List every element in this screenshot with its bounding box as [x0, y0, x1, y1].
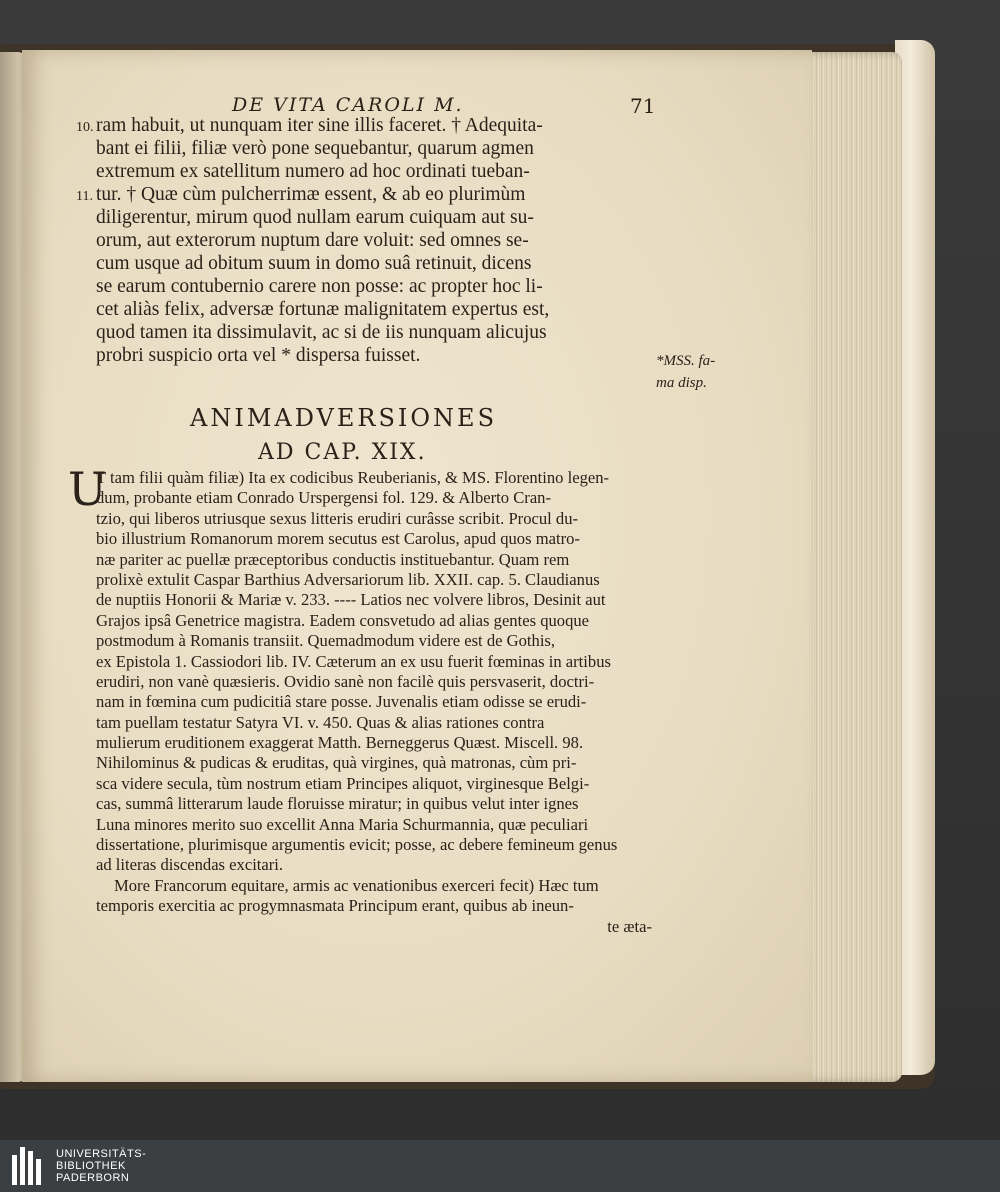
text-line [76, 229, 654, 252]
note-line: dissertatione, plurimisque argumentis evicit; posse, ac debere femineum genus [96, 835, 618, 855]
note-line: Luna minores merito suo excellit Anna Maria Schurmannia, quæ peculiari [96, 814, 589, 834]
text-line [76, 344, 654, 367]
note-line: postmodum à Romanis transiit. Quemadmodum videre est de Gothis, [96, 631, 556, 651]
line-number: 10. [76, 120, 94, 135]
note-line: Grajos ipsâ Genetrice magistra. Eadem consvetudo ad alias gentes quoque [96, 610, 590, 630]
section-heading: ANIMADVERSIONES [190, 404, 498, 432]
text-line [76, 183, 654, 206]
main-text [76, 114, 654, 367]
note-line: ad literas discendas excitari. [96, 855, 284, 875]
note-line: tzio, qui liberos utriusque sexus litteris erudiri curâsse scribit. Procul du- [96, 508, 579, 528]
note-line: temporis exercitia ac progymnasmata Principum erant, quibus ab ineun- [96, 896, 574, 916]
line-number: 11. [76, 189, 93, 204]
library-logo[interactable] [12, 1147, 146, 1185]
section-subheading: AD CAP. XIX. [258, 440, 427, 465]
footer-bar [0, 1140, 1000, 1192]
logo-line: PADERBORN [56, 1172, 130, 1184]
logo-line: BIBLIOTHEK [56, 1160, 126, 1172]
note-line: dum, probante etiam Conrado Urspergensi fol. 129. & Alberto Cran- [96, 488, 552, 508]
text-line [76, 252, 654, 275]
note-line: T tam filii quàm filiæ) Ita ex codicibus Reuberianis, & MS. Florentino legen- [96, 468, 610, 487]
note-line: prolixè extulit Caspar Barthius Adversariorum lib. XXII. cap. 5. Claudianus [96, 569, 600, 589]
page-edges [800, 52, 902, 1082]
text-line [76, 321, 654, 344]
page-number: 71 [630, 94, 656, 118]
line-text: probri suspicio orta vel * dispersa fuisset. [96, 345, 421, 366]
margin-note [656, 350, 736, 394]
line-text: se earum contubernio carere non posse: ac propter hoc li- [96, 276, 543, 297]
note-line: de nuptiis Honorii & Mariæ v. 233. ---- Latios nec volvere libros, Desinit aut [96, 590, 606, 610]
line-text: extremum ex satellitum numero ad hoc ordinati tueban- [96, 161, 530, 182]
line-text: diligerentur, mirum quod nullam earum cuiquam aut su- [96, 207, 534, 228]
running-head: DE VITA CAROLI M. [232, 94, 464, 116]
text-line [76, 298, 654, 321]
text-line [76, 114, 654, 137]
note-line: erudiri, non vanè quæsieris. Ovidio sanè non facilè quis persvaserit, doctri- [96, 671, 595, 691]
text-line [76, 275, 654, 298]
library-logo-text [56, 1148, 146, 1184]
line-text: bant ei filii, filiæ verò pone sequebantur, quarum agmen [96, 138, 534, 159]
text-line [76, 137, 654, 160]
margin-note-line: *MSS. fa- [656, 353, 716, 369]
note-line: Nihilominus & pudicas & eruditas, quà virgines, quà matronas, cùm pri- [96, 753, 577, 773]
note-line: bio illustrium Romanorum morem secutus est Carolus, apud quos matro- [96, 529, 580, 549]
line-text: tur. † Quæ cùm pulcherrimæ essent, & ab eo plurimùm [96, 184, 526, 205]
text-line [76, 160, 654, 183]
note-line: ex Epistola 1. Cassiodori lib. IV. Cæterum an ex usu fuerit fœminas in artibus [96, 651, 611, 671]
line-text: orum, aut exterorum nuptum dare voluit: sed omnes se- [96, 230, 529, 251]
notes-text [96, 468, 652, 937]
note-line: More Francorum equitare, armis ac venationibus exerceri fecit) Hæc tum [114, 875, 599, 895]
margin-note-line: ma disp. [656, 375, 707, 391]
note-line: cas, summâ litterarum laude floruisse miratur; in quibus velut inter ignes [96, 794, 579, 814]
line-text: quod tamen ita dissimulavit, ac si de iis nunquam alicujus [96, 322, 547, 343]
library-logo-icon [12, 1147, 46, 1185]
note-line: te æta- [607, 916, 652, 936]
drop-initial: U [68, 462, 107, 516]
note-line: nam in fœmina cum pudicitiâ stare posse. Juvenalis etiam odisse se erudi- [96, 692, 587, 712]
text-line [76, 206, 654, 229]
line-text: ram habuit, ut nunquam iter sine illis faceret. † Adequita- [96, 115, 543, 136]
note-line: næ pariter ac puellæ præceptoribus conductis instituebantur. Quam rem [96, 549, 570, 569]
line-text: cet aliàs felix, adversæ fortunæ malignitatem expertus est, [96, 299, 550, 320]
note-line: mulierum eruditionem exaggerat Matth. Berneggerus Quæst. Miscell. 98. [96, 733, 584, 753]
line-text: cum usque ad obitum suum in domo suâ retinuit, dicens [96, 253, 532, 274]
logo-line: UNIVERSITÄTS- [56, 1148, 147, 1160]
note-line: tam puellam testatur Satyra VI. v. 450. Quas & alias rationes contra [96, 712, 545, 732]
note-line: sca videre secula, tùm nostrum etiam Principes aliquot, virginesque Belgi- [96, 773, 590, 793]
